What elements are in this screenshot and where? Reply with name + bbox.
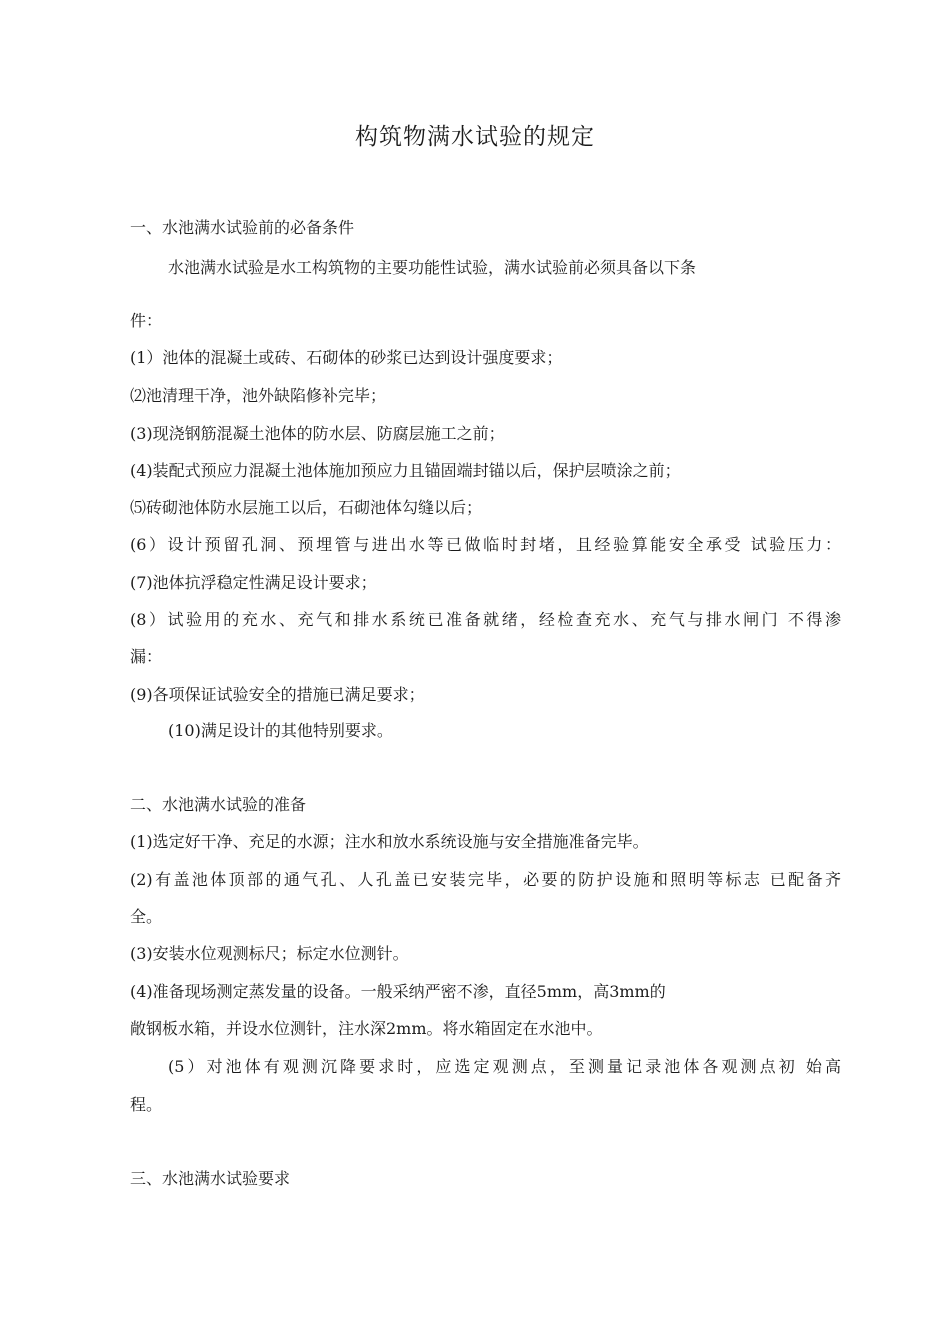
list-item: (2)有盖池体顶部的通气孔、人孔盖已安装完毕，必要的防护设施和照明等标志 已配备齐 <box>130 870 841 889</box>
list-item: ⑵池清理干净，池外缺陷修补完毕； <box>130 386 387 405</box>
list-item: (1)选定好干净、充足的水源；注水和放水系统设施与安全措施准备完毕。 <box>130 832 649 851</box>
paragraph-line: 件： <box>130 311 163 330</box>
list-item: (6）设计预留孔洞、预埋管与进出水等已做临时封堵，且经验算能安全承受 试验压力： <box>130 535 841 554</box>
list-item: 程。 <box>130 1095 163 1114</box>
list-item: (4)准备现场测定蒸发量的设备。一般采纳严密不渗，直径5mm，高3mm的 <box>130 982 666 1001</box>
section-heading-3: 三、水池满水试验要求 <box>130 1169 291 1188</box>
document-title: 构筑物满水试验的规定 <box>355 124 595 150</box>
list-item: (10)满足设计的其他特别要求。 <box>168 721 393 740</box>
list-item: (3)安装水位观测标尺；标定水位测针。 <box>130 944 409 963</box>
list-item: (1）池体的混凝土或砖、石砌体的砂浆已达到设计强度要求； <box>130 348 563 367</box>
list-item: 全。 <box>130 907 163 926</box>
list-item: 敞钢板水箱，并设水位测针，注水深2mm。将水箱固定在水池中。 <box>130 1019 603 1038</box>
list-item: (3)现浇钢筋混凝土池体的防水层、防腐层施工之前； <box>130 424 505 443</box>
section-heading-1: 一、水池满水试验前的必备条件 <box>130 218 355 237</box>
list-item: (4)装配式预应力混凝土池体施加预应力且锚固端封锚以后，保护层喷涂之前； <box>130 461 681 480</box>
section-heading-2: 二、水池满水试验的准备 <box>130 795 307 814</box>
paragraph-line: 水池满水试验是水工构筑物的主要功能性试验，满水试验前必须具备以下条 <box>168 258 697 277</box>
list-item: (7)池体抗浮稳定性满足设计要求； <box>130 573 377 592</box>
list-item: 漏： <box>130 647 163 666</box>
list-item: (9)各项保证试验安全的措施已满足要求； <box>130 685 425 704</box>
list-item: (8）试验用的充水、充气和排水系统已准备就绪，经检查充水、充气与排水闸门 不得渗 <box>130 610 841 629</box>
list-item: (5）对池体有观测沉降要求时，应选定观测点，至测量记录池体各观测点初 始高 <box>168 1057 841 1076</box>
list-item: ⑸砖砌池体防水层施工以后，石砌池体勾缝以后； <box>130 498 483 517</box>
